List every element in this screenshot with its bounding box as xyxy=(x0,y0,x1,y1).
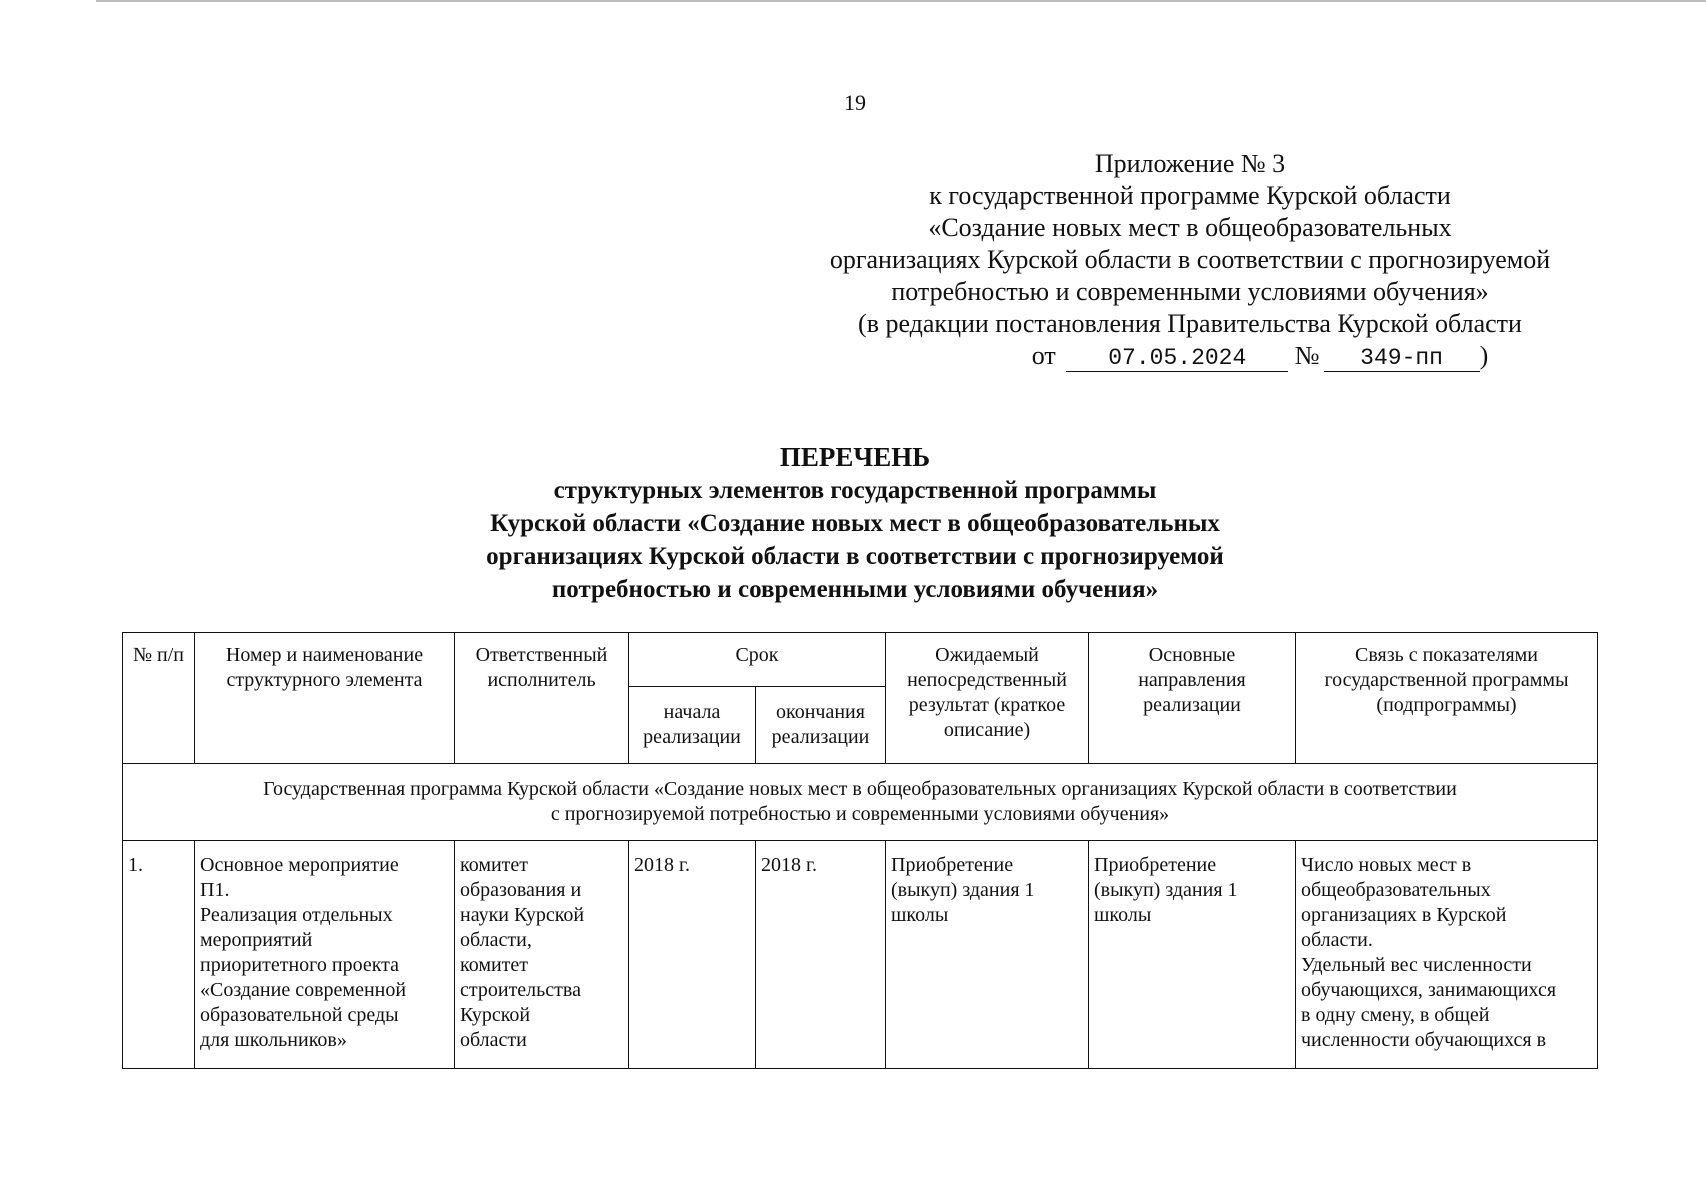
heading-subtitle-line: организациях Курской области в соответствии с прогнозируемой xyxy=(486,543,1224,570)
row-end: 2018 г. xyxy=(756,841,886,1069)
row-executor-line: Курской xyxy=(460,1004,531,1026)
row-directions-line: (выкуп) здания 1 xyxy=(1094,879,1238,901)
header-element: Номер и наименование структурного элемента xyxy=(195,633,455,764)
resolution-date: 07.05.2024 xyxy=(1066,345,1288,372)
appendix-line: организациях Курской области в соответствии с прогнозируемой xyxy=(829,245,1551,274)
section-title-line: с прогнозируемой потребностью и современными условиями обучения» xyxy=(550,803,1170,825)
row-link-line: в одну смену, в общей xyxy=(1301,1004,1490,1026)
row-link-line: общеобразовательных xyxy=(1301,879,1491,901)
row-executor-line: науки Курской xyxy=(460,904,585,926)
section-row xyxy=(123,764,1598,841)
heading-subtitle-line: потребностью и современными условиями обучения» xyxy=(551,576,1159,603)
appendix-line: (в редакции постановления Правительства Курской области xyxy=(858,309,1522,338)
row-result xyxy=(886,841,1089,1069)
row-element-line: Реализация отдельных xyxy=(200,904,393,926)
table-row xyxy=(123,841,1598,1069)
row-element-line: образовательной среды xyxy=(200,1004,399,1026)
row-executor-line: образования и xyxy=(460,879,582,901)
appendix-line: Приложение № 3 xyxy=(1094,149,1286,178)
row-link xyxy=(1296,841,1598,1069)
date-prefix: от xyxy=(1031,341,1056,370)
row-result-line: Приобретение xyxy=(891,854,1014,876)
header-directions: Основные направления реализации xyxy=(1089,633,1296,764)
row-element-line: для школьников» xyxy=(200,1029,347,1051)
row-executor xyxy=(455,841,629,1069)
row-executor-line: строительства xyxy=(460,979,581,1001)
row-executor-line: комитет xyxy=(460,854,529,876)
row-link-line: Удельный вес численности xyxy=(1301,954,1532,976)
document-heading xyxy=(300,441,1410,606)
table-header-row xyxy=(123,633,1598,687)
structural-elements-table xyxy=(122,632,1598,1069)
appendix-line: потребностью и современными условиями обучения» xyxy=(891,277,1489,306)
closing-paren: ) xyxy=(1479,341,1489,370)
number-prefix: № xyxy=(1294,341,1320,370)
heading-subtitle-line: Курской области «Создание новых мест в общеобразовательных xyxy=(490,510,1220,537)
heading-title: ПЕРЕЧЕНЬ xyxy=(779,442,931,472)
row-link-line: области. xyxy=(1301,929,1373,951)
section-title xyxy=(123,764,1598,841)
row-element-line: Основное мероприятие xyxy=(200,854,399,876)
row-result-line: (выкуп) здания 1 xyxy=(891,879,1035,901)
header-term: Срок xyxy=(629,633,886,687)
row-start: 2018 г. xyxy=(629,841,756,1069)
top-edge-rule xyxy=(96,0,1706,2)
row-executor-line: области xyxy=(460,1029,527,1051)
row-link-line: численности обучающихся в xyxy=(1301,1029,1547,1051)
row-element-line: приоритетного проекта xyxy=(200,954,400,976)
header-number: № п/п xyxy=(123,633,195,764)
row-directions xyxy=(1089,841,1296,1069)
row-executor-line: комитет xyxy=(460,954,529,976)
row-element-line: «Создание современной xyxy=(200,979,407,1001)
header-result: Ожидаемый непосредственный результат (краткое описание) xyxy=(886,633,1089,764)
row-link-line: Число новых мест в xyxy=(1301,854,1472,876)
header-executor: Ответственный исполнитель xyxy=(455,633,629,764)
appendix-block xyxy=(690,148,1690,372)
row-executor-line: области, xyxy=(460,929,532,951)
row-element xyxy=(195,841,455,1069)
header-term-end: окончания реализации xyxy=(756,687,886,764)
heading-subtitle-line: структурных элементов государственной программы xyxy=(553,477,1157,504)
row-directions-line: школы xyxy=(1094,904,1152,926)
appendix-line: «Создание новых мест в общеобразовательных xyxy=(928,213,1452,242)
appendix-date-line xyxy=(690,340,1690,372)
resolution-number: 349-пп xyxy=(1324,345,1480,372)
header-link: Связь с показателями государственной программы (подпрограммы) xyxy=(1296,633,1598,764)
appendix-line: к государственной программе Курской области xyxy=(929,181,1451,210)
row-element-line: мероприятий xyxy=(200,929,313,951)
row-link-line: обучающихся, занимающихся xyxy=(1301,979,1557,1001)
heading-subtitle xyxy=(300,474,1410,606)
row-number: 1. xyxy=(123,841,195,1069)
row-result-line: школы xyxy=(891,904,949,926)
row-directions-line: Приобретение xyxy=(1094,854,1217,876)
row-element-line: П1. xyxy=(200,879,230,901)
page-number: 19 xyxy=(844,90,866,115)
header-term-start: начала реализации xyxy=(629,687,756,764)
section-title-line: Государственная программа Курской области «Создание новых мест в общеобразовательных организациях Курской области в соответствии xyxy=(263,778,1457,800)
row-link-line: организациях в Курской xyxy=(1301,904,1507,926)
